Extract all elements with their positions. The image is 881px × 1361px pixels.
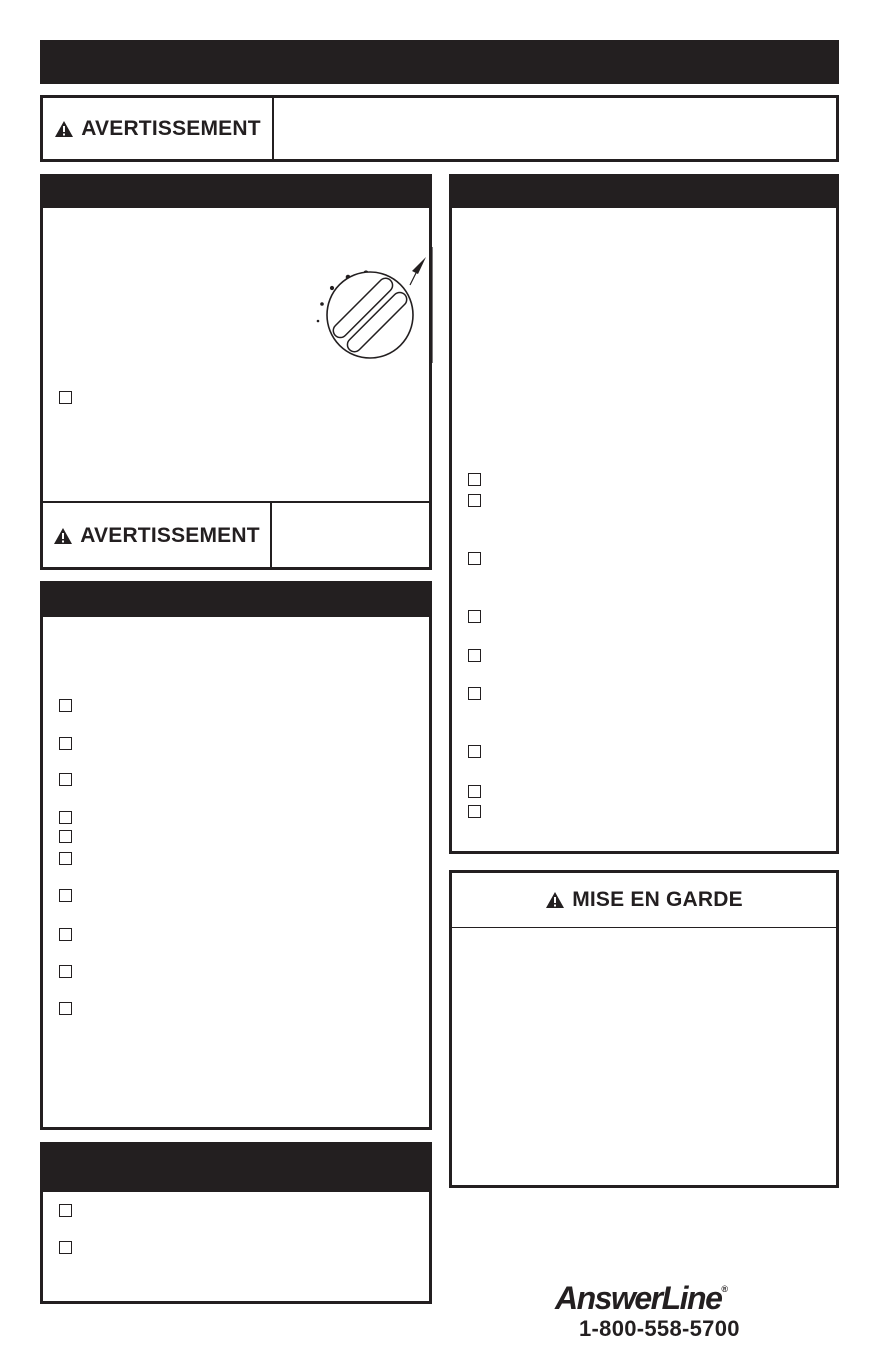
panel-header [43, 1145, 429, 1192]
warning-label-cell [43, 503, 272, 569]
checkbox[interactable] [59, 1204, 72, 1217]
checkbox[interactable] [59, 699, 72, 712]
checkbox[interactable] [468, 785, 481, 798]
checkbox[interactable] [468, 745, 481, 758]
warning-label-cell [43, 98, 274, 159]
warning-sub-banner [43, 501, 429, 569]
caution-header [452, 873, 836, 928]
checkbox[interactable] [468, 473, 481, 486]
warning-banner [40, 95, 839, 162]
warning-triangle-icon [53, 527, 73, 545]
warning-triangle-icon [545, 891, 565, 909]
caution-panel [449, 870, 839, 1188]
title-bar [40, 40, 839, 84]
warning-triangle-icon [54, 120, 74, 138]
checkbox[interactable] [59, 391, 72, 404]
checkbox[interactable] [59, 811, 72, 824]
caution-signal-text: MISE EN GARDE [572, 888, 743, 911]
checkbox[interactable] [59, 830, 72, 843]
checkbox[interactable] [59, 1002, 72, 1015]
checkbox[interactable] [468, 649, 481, 662]
panel-header [43, 584, 429, 617]
checkbox[interactable] [59, 965, 72, 978]
checkbox[interactable] [468, 610, 481, 623]
checkbox[interactable] [59, 773, 72, 786]
checkbox[interactable] [468, 687, 481, 700]
left-panel-checklist [40, 581, 432, 1130]
checkbox[interactable] [59, 737, 72, 750]
checkbox[interactable] [59, 928, 72, 941]
checkbox[interactable] [468, 805, 481, 818]
left-panel-dial [40, 174, 432, 570]
checkbox[interactable] [468, 552, 481, 565]
warning-signal [53, 524, 260, 548]
answerline-brand-text: AnswerLine [555, 1280, 722, 1316]
answerline-brand [555, 1280, 728, 1317]
warning-signal-text: AVERTISSEMENT [81, 116, 261, 140]
warning-signal-text: AVERTISSEMENT [80, 524, 260, 547]
left-panel-bottom [40, 1142, 432, 1304]
checkbox[interactable] [59, 1241, 72, 1254]
thermostat-dial-icon [311, 247, 435, 367]
panel-header [43, 177, 429, 208]
answerline-logo [555, 1280, 775, 1346]
panel-header [452, 177, 836, 208]
answerline-phone[interactable]: 1-800-558-5700 [579, 1316, 740, 1341]
right-panel-checklist [449, 174, 839, 854]
registered-mark: ® [721, 1284, 729, 1294]
checkbox[interactable] [468, 494, 481, 507]
checkbox[interactable] [59, 889, 72, 902]
caution-signal [545, 888, 743, 912]
warning-signal [54, 117, 261, 141]
checkbox[interactable] [59, 852, 72, 865]
